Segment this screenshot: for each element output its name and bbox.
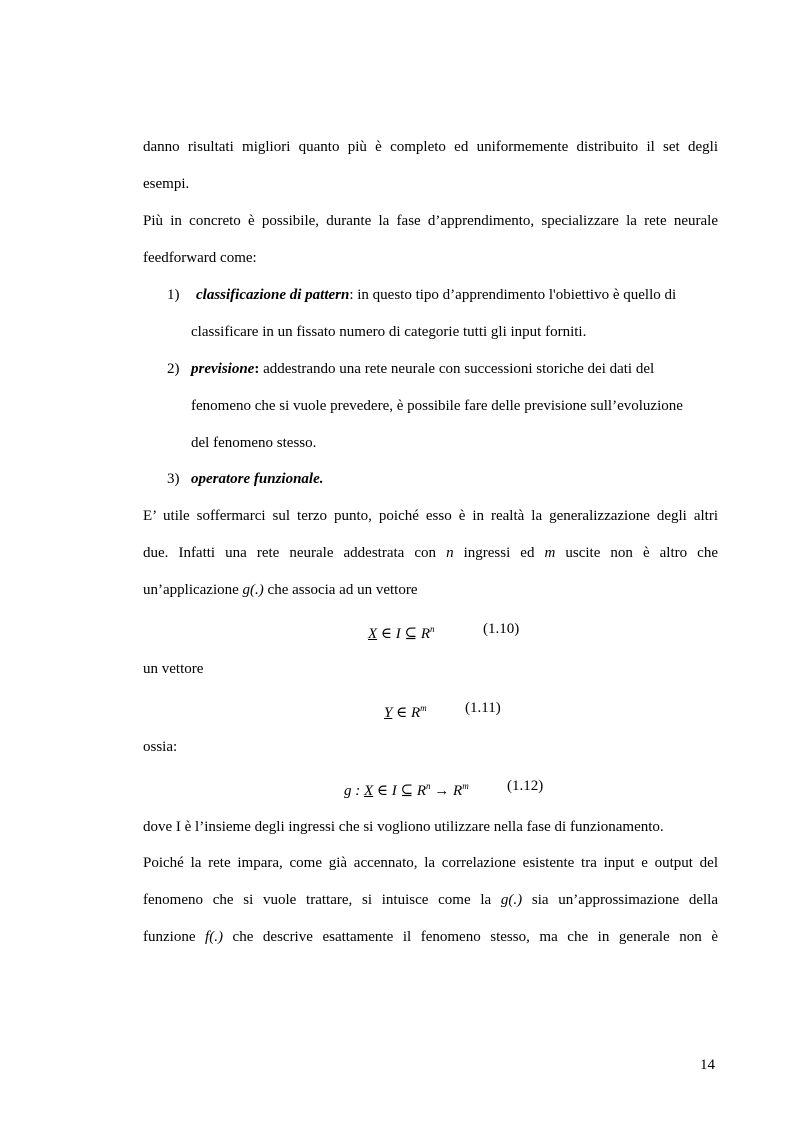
text-span: sia un’approssimazione della bbox=[522, 892, 718, 908]
equation-1-11 bbox=[384, 698, 427, 723]
paragraph-line: danno risultati migliori quanto più è completo ed uniformemente distribuito il set degli bbox=[143, 139, 718, 155]
list-item-line: fenomeno che si vuole prevedere, è possibile fare delle previsione sull’evoluzione bbox=[191, 398, 683, 414]
math-superscript: n bbox=[430, 624, 435, 634]
page-number: 14 bbox=[700, 1057, 715, 1073]
text-span: funzione bbox=[143, 929, 206, 945]
list-text: addestrando una rete neurale con successioni storiche dei dati del bbox=[259, 361, 655, 377]
list-term: previsione bbox=[191, 361, 255, 377]
text-span: che descrive esattamente il fenomeno stesso, ma che in generale non è bbox=[222, 929, 718, 945]
list-term: classificazione di pattern bbox=[196, 287, 350, 303]
math-function: g(.) bbox=[242, 582, 264, 598]
text-span: uscite non è altro che bbox=[555, 545, 718, 561]
math-vector: Y bbox=[384, 705, 393, 721]
list-number: 2) bbox=[167, 361, 180, 377]
list-number: 1) bbox=[167, 287, 180, 303]
math-expression: ∈ I ⊆ R bbox=[377, 626, 431, 642]
math-variable: m bbox=[544, 545, 556, 561]
text-span: un’applicazione bbox=[143, 582, 243, 598]
list-number: 3) bbox=[167, 471, 180, 487]
paragraph-line bbox=[143, 890, 718, 910]
list-item-line: classificare in un fissato numero di categorie tutti gli input forniti. bbox=[191, 324, 587, 340]
math-superscript: m bbox=[462, 781, 469, 791]
paragraph-line: esempi. bbox=[143, 176, 190, 192]
list-item-line bbox=[191, 359, 654, 379]
paragraph-line: un vettore bbox=[143, 661, 204, 677]
paragraph-line bbox=[143, 543, 718, 563]
math-variable: n bbox=[446, 545, 454, 561]
list-text: : in questo tipo d’apprendimento l'obiettivo è quello di bbox=[349, 287, 677, 303]
equation-number: (1.12) bbox=[507, 778, 544, 794]
math-function: g(.) bbox=[500, 892, 523, 908]
paragraph-line: ossia: bbox=[143, 739, 178, 755]
paragraph-line bbox=[143, 927, 718, 947]
equation-1-12 bbox=[344, 776, 469, 801]
text-span: fenomeno che si vuole trattare, si intuisce come la bbox=[143, 892, 501, 908]
paragraph-line: Più in concreto è possibile, durante la fase d’apprendimento, specializzare la rete neurale bbox=[143, 213, 718, 229]
text-span: che associa ad un vettore bbox=[263, 582, 418, 598]
list-item-line bbox=[191, 469, 324, 489]
math-expression: ∈ I ⊆ R bbox=[373, 783, 427, 799]
equation-number: (1.10) bbox=[483, 621, 520, 637]
math-superscript: n bbox=[426, 781, 431, 791]
paragraph-line: feedforward come: bbox=[143, 250, 257, 266]
math-expression: ∈ R bbox=[392, 705, 421, 721]
paragraph-line: Poiché la rete impara, come già accennato, la correlazione esistente tra input e output del bbox=[143, 855, 718, 871]
paragraph-line: E’ utile soffermarci sul terzo punto, poiché esso è in realtà la generalizzazione degli altri bbox=[143, 508, 718, 524]
list-item-line: del fenomeno stesso. bbox=[191, 435, 317, 451]
math-function: f(.) bbox=[205, 929, 223, 945]
text-span: ingressi ed bbox=[453, 545, 545, 561]
math-vector: X bbox=[368, 626, 378, 642]
equation-number: (1.11) bbox=[465, 700, 501, 716]
list-colon: : bbox=[254, 361, 260, 377]
text-span: due. Infatti una rete neurale addestrata con bbox=[143, 545, 447, 561]
math-expression: g : bbox=[344, 783, 364, 799]
equation-1-10 bbox=[368, 619, 435, 644]
math-vector: X bbox=[364, 783, 374, 799]
list-term: operatore funzionale. bbox=[191, 471, 324, 487]
paragraph-line bbox=[143, 580, 718, 600]
list-item-line bbox=[196, 285, 676, 305]
paragraph-line: dove I è l’insieme degli ingressi che si vogliono utilizzare nella fase di funzionamento. bbox=[143, 819, 664, 835]
math-superscript: m bbox=[420, 703, 427, 713]
math-expression: → R bbox=[430, 783, 463, 799]
